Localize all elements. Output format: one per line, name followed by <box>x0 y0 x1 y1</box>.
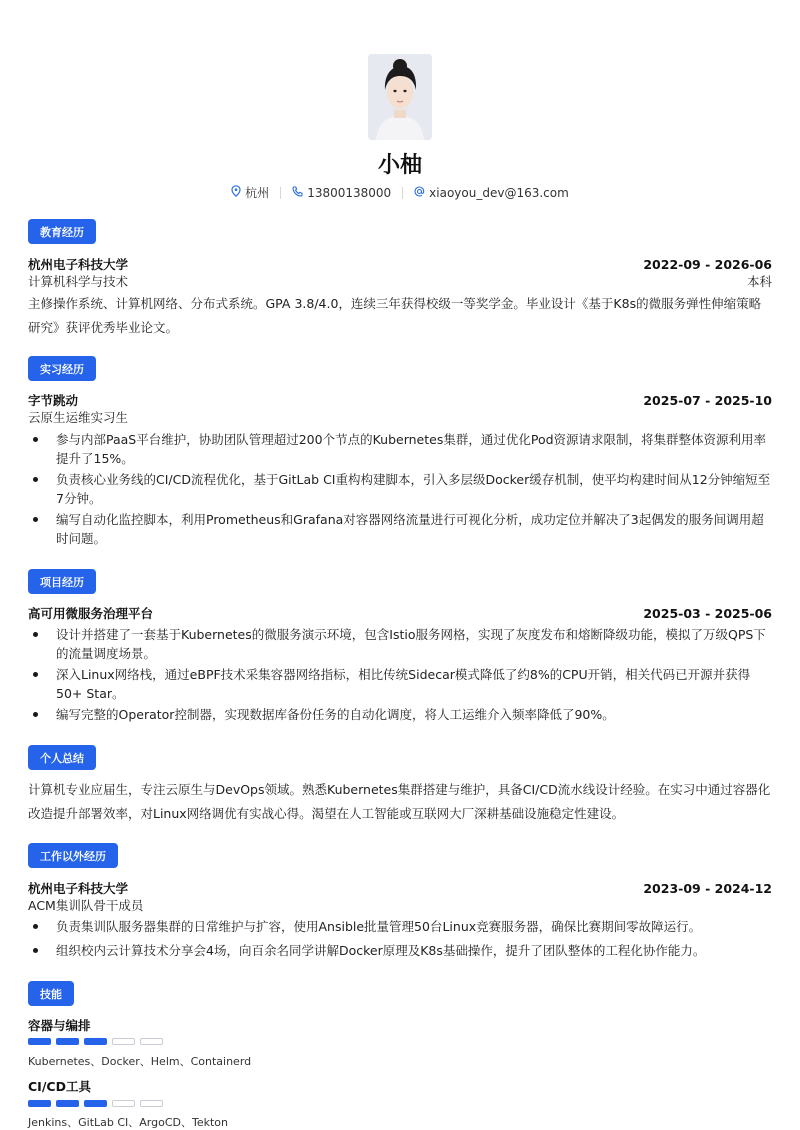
skill-level-segment <box>56 1038 79 1045</box>
education-subheader <box>28 272 772 290</box>
project-name: 高可用微服务治理平台 <box>28 606 154 621</box>
list-item: 负责集训队服务器集群的日常维护与扩容，使用Ansible批量管理50台Linux竞赛服务器，确保比赛期间零故障运行。 <box>28 917 772 936</box>
education-school: 杭州电子科技大学 <box>28 257 129 272</box>
section-title-project: 项目经历 <box>28 569 96 594</box>
skill-level-segment <box>28 1100 51 1107</box>
list-item: 组织校内云计算技术分享会4场，向百余名同学讲解Docker原理及K8s基础操作，提升了团队整体的工程化协作能力。 <box>28 941 772 960</box>
internship-header <box>28 391 772 409</box>
skill-level-segment <box>28 1038 51 1045</box>
internship-company: 字节跳动 <box>28 393 79 408</box>
contact-divider <box>280 187 281 199</box>
section-title-skills: 技能 <box>28 981 74 1006</box>
extra-role: ACM集训队骨干成员 <box>28 898 144 913</box>
location-text: 杭州 <box>245 186 270 200</box>
list-item: 设计并搭建了一套基于Kubernetes的微服务演示环境，包含Istio服务网格，实现了灰度发布和熔断降级功能，模拟了万级QPS下的流量调度场景。 <box>28 625 772 663</box>
skill-level-segment <box>112 1038 135 1045</box>
email-text: xiaoyou_dev@163.com <box>429 185 569 200</box>
at-sign-icon <box>414 186 425 200</box>
internship-dates: 2025-07 - 2025-10 <box>643 393 772 408</box>
education-major: 计算机科学与技术 <box>28 274 129 289</box>
candidate-name: 小柚 <box>377 153 422 178</box>
profile-photo <box>368 54 432 140</box>
location-pin-icon <box>231 185 241 200</box>
project-header <box>28 604 772 622</box>
list-item: 编写完整的Operator控制器，实现数据库备份任务的自动化调度，将人工运维介入频率降低了90%。 <box>28 705 772 724</box>
contact-line <box>0 184 800 201</box>
extra-bullets <box>28 917 772 960</box>
phone-text: 13800138000 <box>307 185 392 200</box>
skill-name: 容器与编排 <box>28 1018 91 1033</box>
list-item: 参与内部PaaS平台维护，协助团队管理超过200个节点的Kubernetes集群，通过优化Pod资源请求限制，将集群整体资源利用率提升了15%。 <box>28 430 772 468</box>
skill-level-segment <box>84 1038 107 1045</box>
project-dates: 2025-03 - 2025-06 <box>643 606 772 621</box>
skill-tools: Jenkins、GitLab CI、ArgoCD、Tekton <box>28 1116 228 1129</box>
contact-phone <box>292 186 391 200</box>
extra-org: 杭州电子科技大学 <box>28 881 129 896</box>
skill-level-bar <box>28 1100 163 1107</box>
education-description: 主修操作系统、计算机网络、分布式系统。GPA 3.8/4.0，连续三年获得校级一等奖学金。毕业设计《基于K8s的微服务弹性伸缩策略研究》获评优秀毕业论文。 <box>28 296 762 335</box>
internship-role-row <box>28 408 772 426</box>
skill-level-segment <box>140 1100 163 1107</box>
skill-level-bar <box>28 1038 163 1045</box>
list-item: 负责核心业务线的CI/CD流程优化，基于GitLab CI重构构建脚本，引入多层级Docker缓存机制，使平均构建时间从12分钟缩短至7分钟。 <box>28 470 772 508</box>
contact-location <box>231 184 269 201</box>
project-bullets <box>28 625 772 724</box>
contact-email <box>414 186 569 200</box>
extra-role-row <box>28 896 772 914</box>
skill-level-segment <box>140 1038 163 1045</box>
phone-icon <box>292 186 303 200</box>
skill-tools: Kubernetes、Docker、Helm、Containerd <box>28 1055 252 1068</box>
education-dates: 2022-09 - 2026-06 <box>643 257 772 272</box>
section-title-education: 教育经历 <box>28 219 96 244</box>
list-item: 深入Linux网络栈，通过eBPF技术采集容器网络指标，相比传统Sidecar模式降低了约8%的CPU开销，相关代码已开源并获得50+ Star。 <box>28 665 772 703</box>
list-item: 编写自动化监控脚本，利用Prometheus和Grafana对容器网络流量进行可视化分析，成功定位并解决了3起偶发的服务间调用超时问题。 <box>28 510 772 548</box>
education-degree: 本科 <box>746 274 772 289</box>
section-title-internship: 实习经历 <box>28 356 96 381</box>
skill-level-segment <box>56 1100 79 1107</box>
summary-text: 计算机专业应届生，专注云原生与DevOps领域。熟悉Kubernetes集群搭建与维护，具备CI/CD流水线设计经验。在实习中通过容器化改造提升部署效率，对Linux网络调优有实战心得。渴望在人工智能或互联网大厂深耕基础设施稳定性建设。 <box>28 782 771 821</box>
education-header <box>28 255 772 273</box>
section-title-extra: 工作以外经历 <box>28 843 118 868</box>
extra-header <box>28 879 772 897</box>
contact-divider <box>402 187 403 199</box>
internship-bullets <box>28 430 772 548</box>
skill-level-segment <box>84 1100 107 1107</box>
internship-role: 云原生运维实习生 <box>28 410 129 425</box>
extra-dates: 2023-09 - 2024-12 <box>643 881 772 896</box>
skill-level-segment <box>112 1100 135 1107</box>
skill-name: CI/CD工具 <box>28 1079 91 1094</box>
section-title-summary: 个人总结 <box>28 745 96 770</box>
